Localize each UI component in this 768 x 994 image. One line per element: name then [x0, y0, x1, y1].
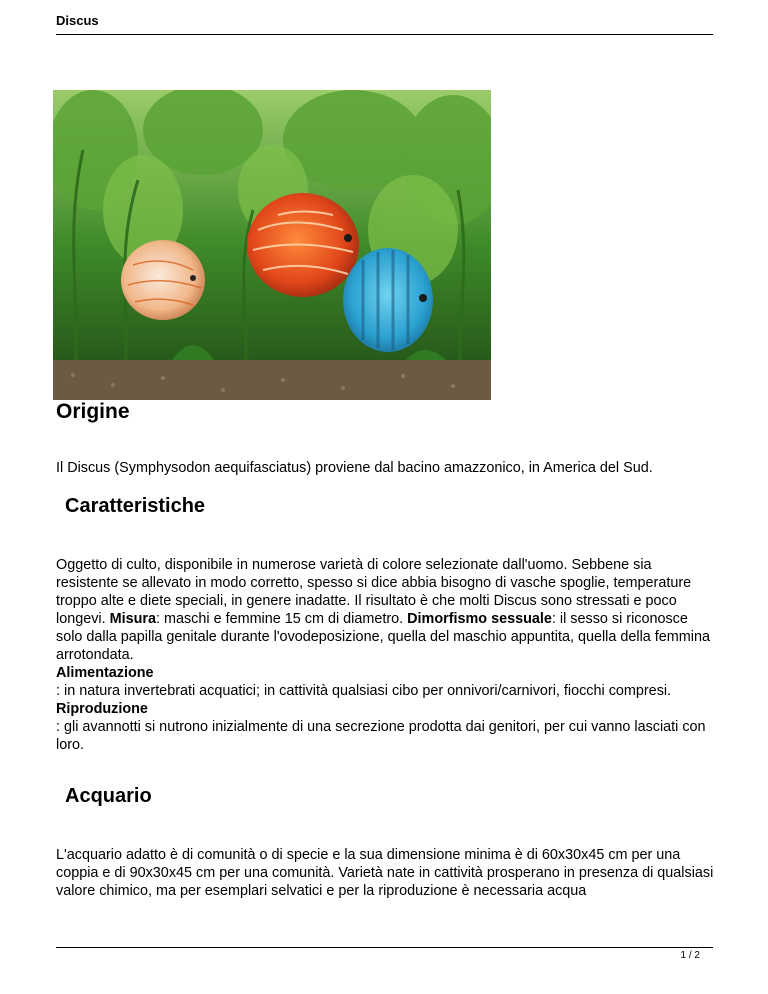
- footer-divider: [56, 947, 713, 948]
- features-paragraph: [56, 556, 716, 754]
- document-header-title: Discus: [56, 13, 99, 28]
- section-heading-features: Caratteristiche: [65, 495, 206, 517]
- breeding-text: : gli avannotti si nutrono inizialmente di una secrezione prodotta dai genitori, per cui vanno lasciati con loro.: [56, 719, 706, 753]
- size-text: : maschi e femmine 15 cm di diametro.: [156, 611, 404, 627]
- feeding-label: Alimentazione: [56, 665, 154, 681]
- dimorphism-label: Dimorfismo sessuale: [407, 611, 552, 627]
- section-heading-aquarium: Acquario: [65, 785, 152, 807]
- section-heading-origin: Origine: [56, 400, 130, 423]
- discus-photo: [53, 90, 491, 400]
- features-text: Oggetto di culto, disponibile in numerose varietà di colore selezionate dall'uomo. Sebbene sia resistente se allevato in modo corretto, spesso si dice abbia bisogno di vasche spoglie, temperature troppo alte e diete speciali, in genere inadatte. Il risultato è che molti Discus sono stressati e poco longevi.: [56, 557, 692, 627]
- header-divider: [56, 34, 713, 35]
- page-number: 1 / 2: [680, 950, 700, 961]
- feeding-text: : in natura invertebrati acquatici; in cattività qualsiasi cibo per onnivori/carnivori, fiocchi compresi.: [56, 683, 672, 699]
- dimorphism-text: : il sesso si riconosce solo dalla papilla genitale durante l'ovodeposizione, quella del maschio appuntita, quella della femmina arrotondata.: [56, 611, 710, 663]
- aquarium-paragraph: L'acquario adatto è di comunità o di specie e la sua dimensione minima è di 60x30x45 cm per una coppia e di 90x30x45 cm per una comunità. Varietà nate in cattività prosperano in presenza di qualsiasi valore chimico, ma per esemplari selvatici e per la riproduzione è necessaria acqua: [56, 847, 714, 899]
- size-label: Misura: [109, 611, 156, 627]
- origin-paragraph: Il Discus (Symphysodon aequifasciatus) proviene dal bacino amazzonico, in America del Sud.: [56, 460, 653, 476]
- breeding-label: Riproduzione: [56, 701, 148, 717]
